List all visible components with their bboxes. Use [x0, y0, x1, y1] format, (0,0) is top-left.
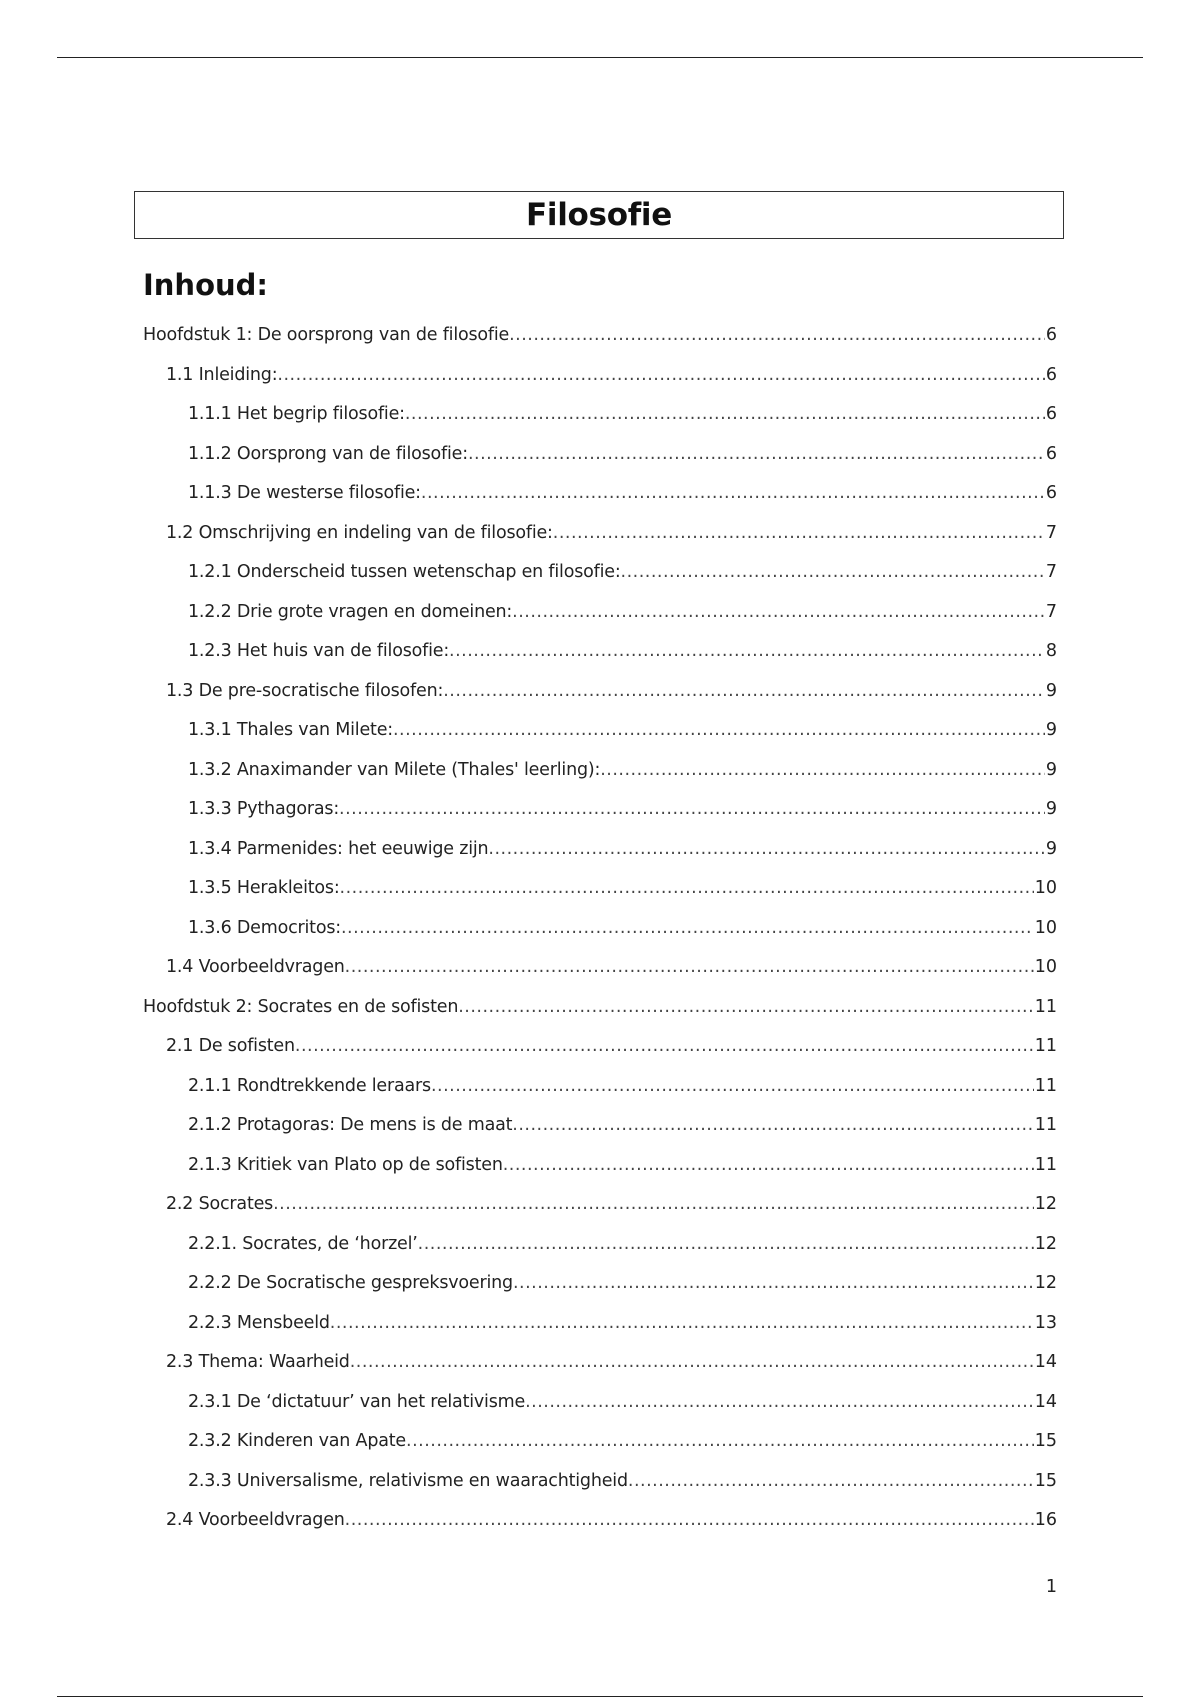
toc-entry-label: 1.4 Voorbeeldvragen [166, 957, 345, 977]
toc-entry-page: 12 [1034, 1273, 1057, 1293]
toc-entry-label: 2.3.3 Universalisme, relativisme en waarachtigheid [188, 1470, 628, 1491]
toc-dot-leader [458, 988, 1034, 1028]
toc-entry-label: 2.3 Thema: Waarheid [166, 1352, 350, 1372]
toc-dot-leader [418, 1225, 1034, 1265]
toc-entry[interactable] [143, 593, 1057, 633]
toc-entry[interactable] [143, 1027, 1057, 1067]
toc-entry-page: 7 [1045, 522, 1057, 543]
toc-entry-page: 10 [1034, 957, 1057, 977]
toc-entry-page: 13 [1034, 1312, 1057, 1333]
toc-dot-leader [405, 395, 1045, 435]
toc-entry-label: 1.1 Inleiding: [166, 364, 278, 385]
toc-entry-page: 6 [1045, 404, 1057, 424]
toc-dot-leader [340, 869, 1034, 909]
toc-entry-label: 2.2.3 Mensbeeld [188, 1312, 330, 1333]
toc-dot-leader [345, 1501, 1034, 1541]
toc-entry[interactable] [143, 1343, 1057, 1383]
toc-dot-leader [277, 356, 1044, 396]
toc-dot-leader [621, 553, 1045, 593]
footer-rule [57, 1696, 1143, 1697]
toc-entry-label: 1.1.3 De westerse filosofie: [188, 483, 421, 503]
toc-entry[interactable] [143, 988, 1057, 1028]
toc-entry-label: 2.3.2 Kinderen van Apate [188, 1431, 406, 1451]
toc-entry-label: 2.1.1 Rondtrekkende leraars [188, 1075, 431, 1096]
toc-entry[interactable] [143, 553, 1057, 593]
toc-entry[interactable] [143, 632, 1057, 672]
toc-dot-leader [431, 1067, 1034, 1107]
toc-entry[interactable] [143, 435, 1057, 475]
toc-entry[interactable] [143, 1264, 1057, 1304]
toc-entry-page: 16 [1034, 1510, 1057, 1530]
toc-entry-label: 1.2.3 Het huis van de filosofie: [188, 641, 450, 661]
toc-entry-label: 1.1.2 Oorsprong van de filosofie: [188, 443, 468, 464]
toc-entry-label: Hoofdstuk 1: De oorsprong van de filosofie [143, 325, 510, 345]
toc-entry-page: 15 [1034, 1470, 1057, 1491]
toc-entry-label: 1.3.5 Herakleitos: [188, 878, 340, 898]
toc-dot-leader [525, 1383, 1034, 1423]
toc-dot-leader [553, 514, 1045, 554]
toc-entry-page: 9 [1045, 759, 1057, 780]
toc-entry[interactable] [143, 514, 1057, 554]
toc-entry-label: 2.1.3 Kritiek van Plato op de sofisten [188, 1154, 503, 1175]
toc-entry-label: 1.1.1 Het begrip filosofie: [188, 404, 405, 424]
toc-entry-label: 2.3.1 De ‘dictatuur’ van het relativisme [188, 1391, 526, 1412]
toc-entry-page: 12 [1034, 1194, 1057, 1214]
toc-entry-page: 14 [1034, 1352, 1057, 1372]
toc-entry-page: 15 [1034, 1431, 1057, 1451]
toc-entry[interactable] [143, 1106, 1057, 1146]
table-of-contents [143, 316, 1057, 1541]
toc-entry-page: 11 [1034, 1154, 1057, 1175]
toc-dot-leader [345, 948, 1034, 988]
toc-entry[interactable] [143, 474, 1057, 514]
toc-entry-label: 2.4 Voorbeeldvragen [166, 1510, 345, 1530]
toc-entry-page: 12 [1034, 1233, 1057, 1254]
toc-dot-leader [273, 1185, 1034, 1225]
toc-dot-leader [341, 909, 1034, 949]
toc-dot-leader [468, 435, 1045, 475]
toc-entry[interactable] [143, 395, 1057, 435]
toc-entry-page: 10 [1034, 917, 1057, 938]
toc-entry-label: Hoofdstuk 2: Socrates en de sofisten [143, 996, 459, 1017]
toc-entry-page: 9 [1045, 838, 1057, 859]
toc-dot-leader [295, 1027, 1034, 1067]
toc-entry-label: 1.3 De pre-socratische filosofen: [166, 680, 444, 701]
toc-entry-page: 11 [1034, 1036, 1057, 1056]
toc-entry[interactable] [143, 869, 1057, 909]
toc-entry[interactable] [143, 1462, 1057, 1502]
page-number: 1 [1045, 1577, 1057, 1597]
toc-entry-label: 2.2.2 De Socratische gespreksvoering [188, 1273, 513, 1293]
toc-dot-leader [339, 790, 1045, 830]
toc-entry-page: 6 [1045, 483, 1057, 503]
toc-entry-page: 6 [1045, 364, 1057, 385]
toc-entry-page: 9 [1045, 799, 1057, 819]
toc-entry[interactable] [143, 751, 1057, 791]
toc-entry-label: 1.3.3 Pythagoras: [188, 799, 340, 819]
toc-entry-label: 1.3.1 Thales van Milete: [188, 720, 393, 740]
toc-entry-page: 11 [1034, 1115, 1057, 1135]
toc-dot-leader [503, 1146, 1034, 1186]
toc-entry-label: 1.3.4 Parmenides: het eeuwige zijn [188, 838, 489, 859]
toc-dot-leader [393, 711, 1045, 751]
toc-dot-leader [628, 1462, 1034, 1502]
toc-entry-page: 6 [1045, 325, 1057, 345]
toc-entry[interactable] [143, 1304, 1057, 1344]
toc-entry-label: 2.2 Socrates [166, 1194, 274, 1214]
document-title: Filosofie [526, 197, 672, 233]
toc-entry-label: 1.2.1 Onderscheid tussen wetenschap en filosofie: [188, 562, 621, 582]
toc-entry[interactable] [143, 672, 1057, 712]
toc-entry[interactable] [143, 790, 1057, 830]
toc-entry-page: 11 [1034, 1075, 1057, 1096]
toc-entry-page: 6 [1045, 443, 1057, 464]
toc-entry-page: 7 [1045, 601, 1057, 622]
toc-entry[interactable] [143, 1383, 1057, 1423]
toc-entry-label: 1.3.6 Democritos: [188, 917, 341, 938]
toc-entry[interactable] [143, 1067, 1057, 1107]
toc-dot-leader [600, 751, 1045, 791]
toc-entry-page: 8 [1045, 641, 1057, 661]
document-title-box [134, 191, 1064, 239]
toc-entry[interactable] [143, 909, 1057, 949]
toc-entry-page: 11 [1034, 996, 1057, 1017]
toc-dot-leader [488, 830, 1044, 870]
toc-entry-label: 1.2.2 Drie grote vragen en domeinen: [188, 601, 513, 622]
toc-entry-page: 9 [1045, 720, 1057, 740]
toc-entry-page: 14 [1034, 1391, 1057, 1412]
toc-dot-leader [443, 672, 1045, 712]
toc-dot-leader [512, 1106, 1033, 1146]
toc-entry[interactable] [143, 948, 1057, 988]
toc-dot-leader [512, 593, 1045, 633]
toc-entry[interactable] [143, 356, 1057, 396]
toc-entry-label: 2.1 De sofisten [166, 1036, 295, 1056]
toc-dot-leader [421, 474, 1045, 514]
toc-dot-leader [330, 1304, 1034, 1344]
toc-entry[interactable] [143, 1501, 1057, 1541]
toc-entry-label: 2.2.1. Socrates, de ‘horzel’ [188, 1233, 418, 1254]
toc-heading: Inhoud: [143, 268, 269, 302]
toc-dot-leader [509, 316, 1045, 356]
toc-entry[interactable] [143, 1225, 1057, 1265]
toc-dot-leader [513, 1264, 1034, 1304]
toc-entry-label: 1.2 Omschrijving en indeling van de filosofie: [166, 522, 553, 543]
toc-entry[interactable] [143, 316, 1057, 356]
toc-entry-label: 1.3.2 Anaximander van Milete (Thales' leerling): [188, 759, 601, 780]
toc-entry-page: 7 [1045, 562, 1057, 582]
toc-dot-leader [449, 632, 1045, 672]
toc-entry-page: 9 [1045, 680, 1057, 701]
toc-entry[interactable] [143, 711, 1057, 751]
toc-entry[interactable] [143, 1422, 1057, 1462]
header-rule [57, 57, 1143, 58]
toc-entry[interactable] [143, 1185, 1057, 1225]
toc-dot-leader [350, 1343, 1034, 1383]
toc-entry[interactable] [143, 1146, 1057, 1186]
toc-entry-page: 10 [1034, 878, 1057, 898]
toc-entry-label: 2.1.2 Protagoras: De mens is de maat [188, 1115, 513, 1135]
toc-entry[interactable] [143, 830, 1057, 870]
toc-dot-leader [406, 1422, 1034, 1462]
